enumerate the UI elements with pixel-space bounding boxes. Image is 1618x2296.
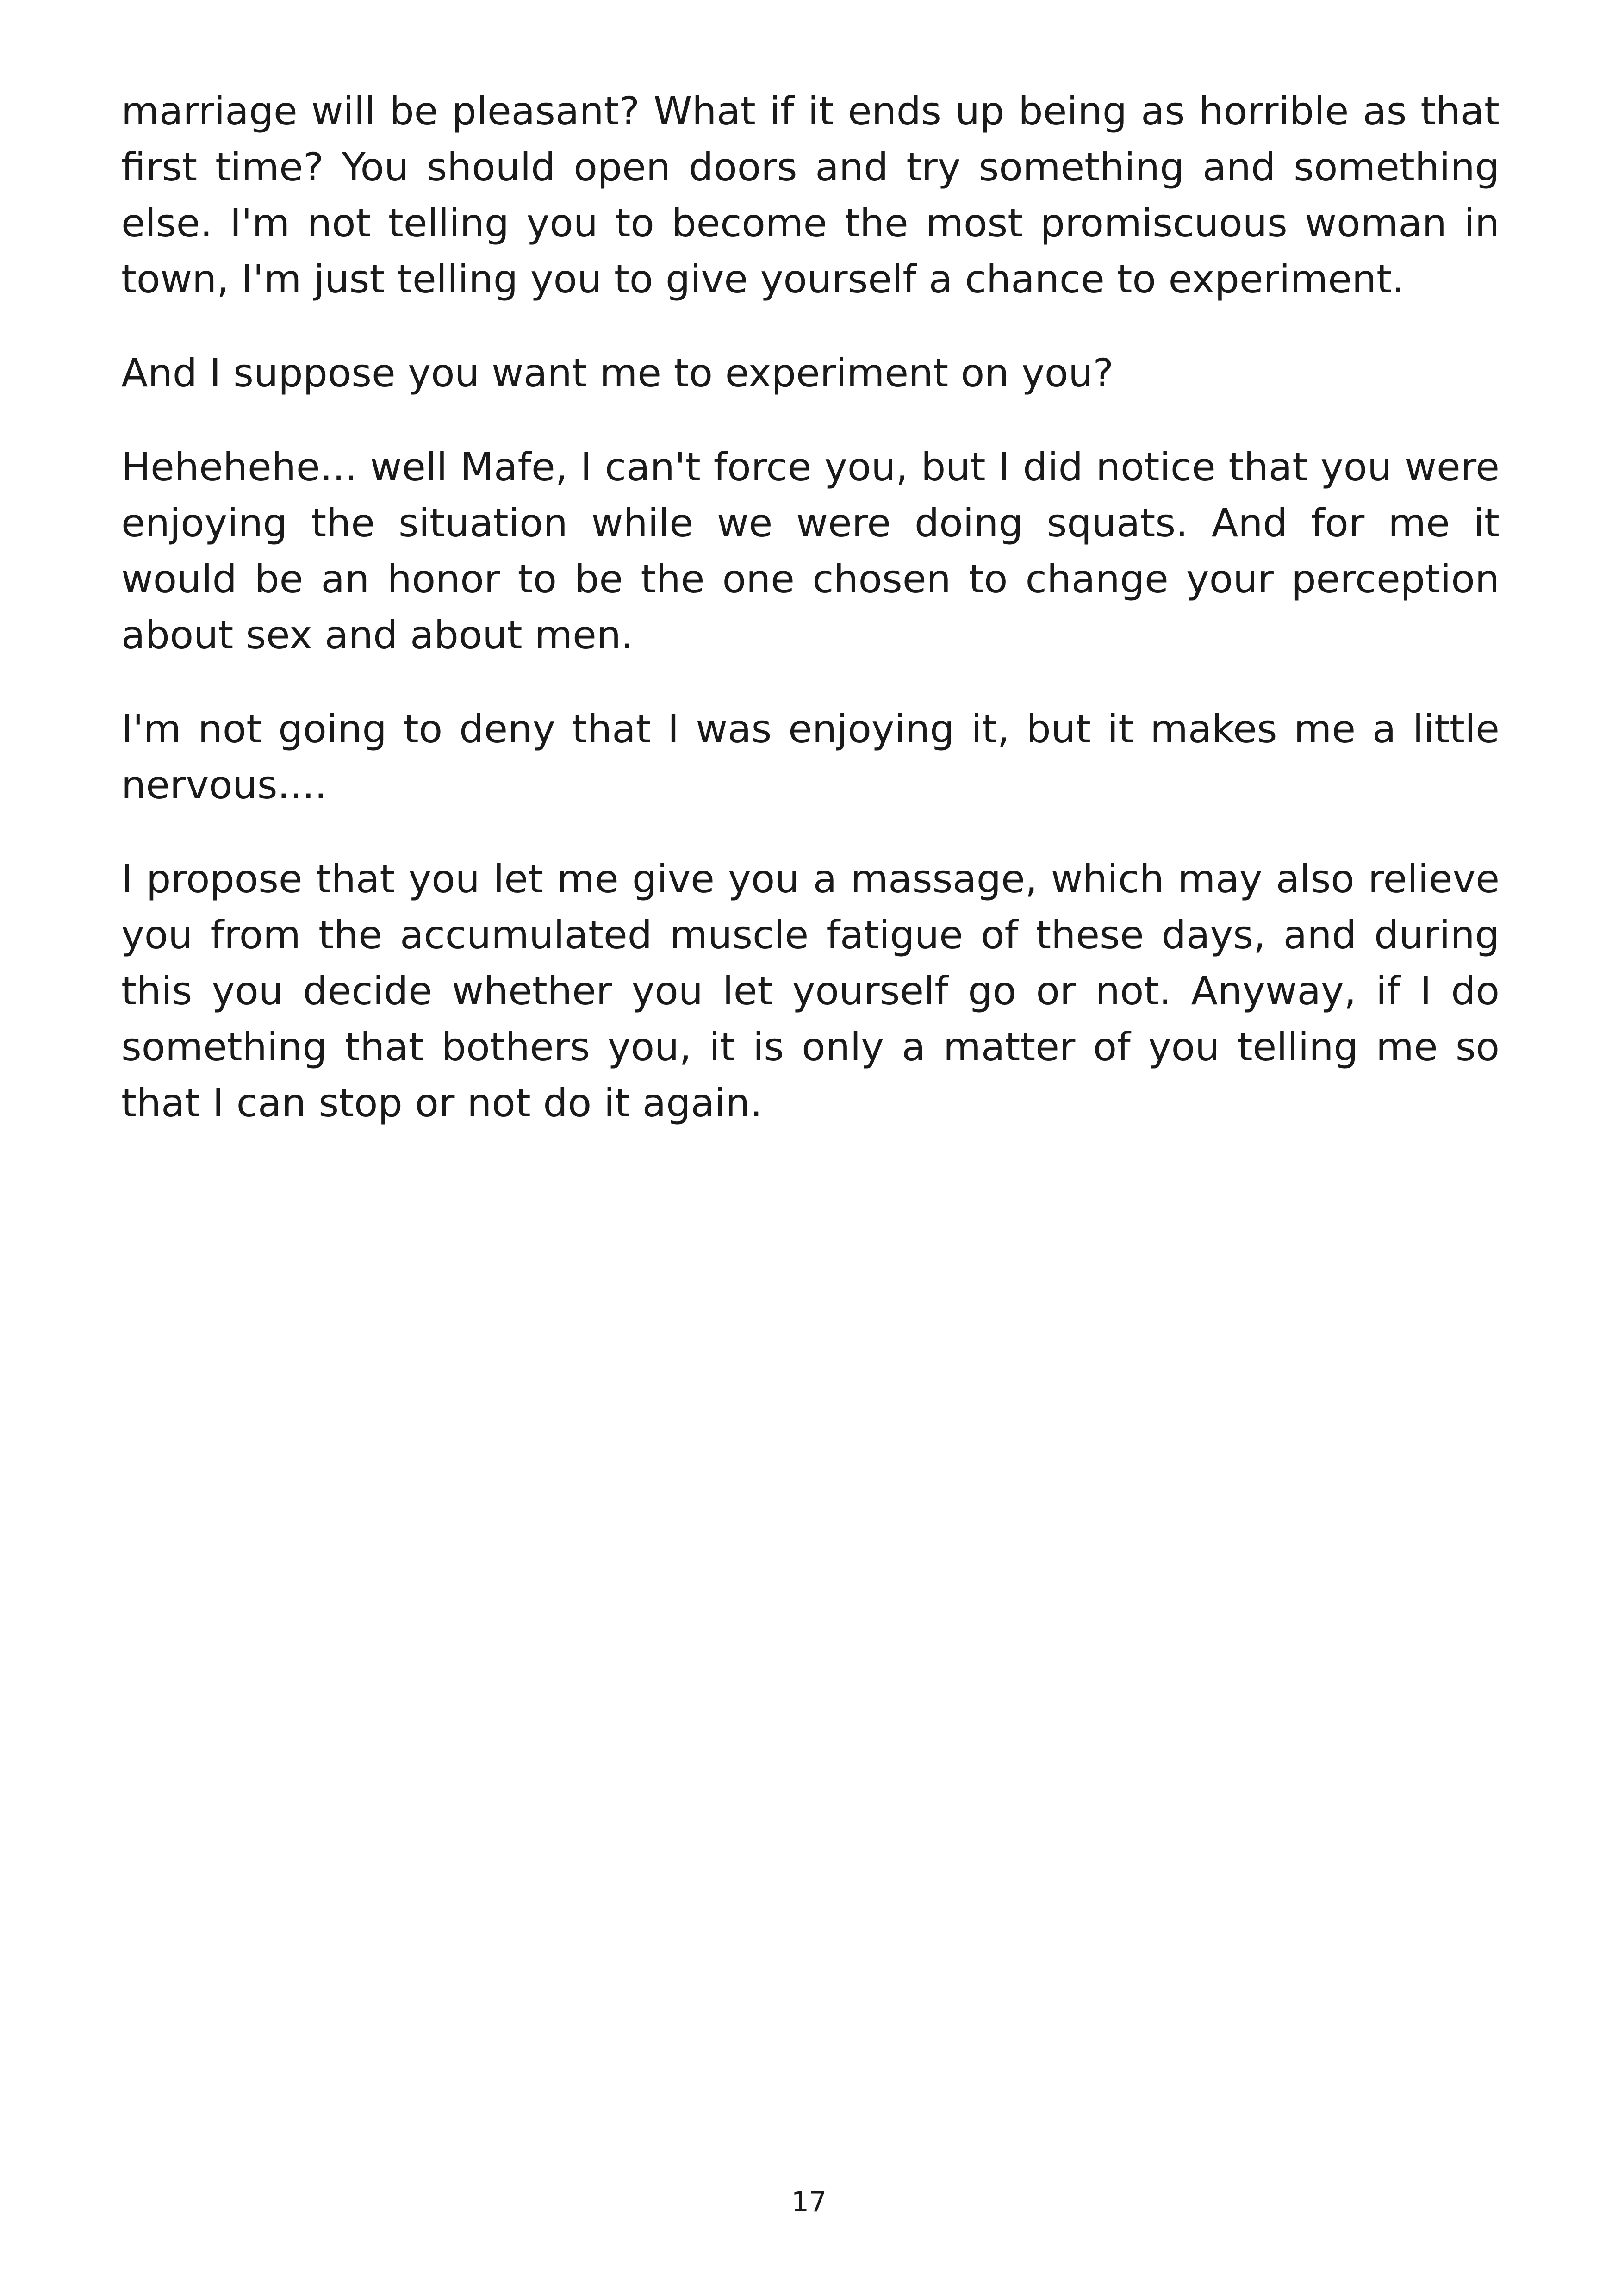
body-text: [121, 83, 1500, 1169]
page-number: 17: [791, 2186, 827, 2218]
paragraph-5: I propose that you let me give you a massage, which may also relieve you from the accumulated muscle fatigue of these days, and during this you decide whether you let yourself go or not. Anyway, if I do something that bothers you, it is only a matter of you telling me so that I can stop or not do it again.: [121, 856, 1500, 1126]
paragraph-2: And I suppose you want me to experiment on you?: [121, 350, 1114, 396]
paragraph-1: marriage will be pleasant? What if it ends up being as horrible as that first time? You should open doors and try something and something else. I'm not telling you to become the most promiscuous woman in town, I'm just telling you to give yourself a chance to experiment.: [121, 88, 1500, 302]
paragraph-3: Hehehehe... well Mafe, I can't force you, but I did notice that you were enjoying the situation while we were doing squats. And for me it would be an honor to be the one chosen to change your perception about sex and about men.: [121, 444, 1500, 658]
paragraph-4: I'm not going to deny that I was enjoying it, but it makes me a little nervous....: [121, 706, 1500, 808]
